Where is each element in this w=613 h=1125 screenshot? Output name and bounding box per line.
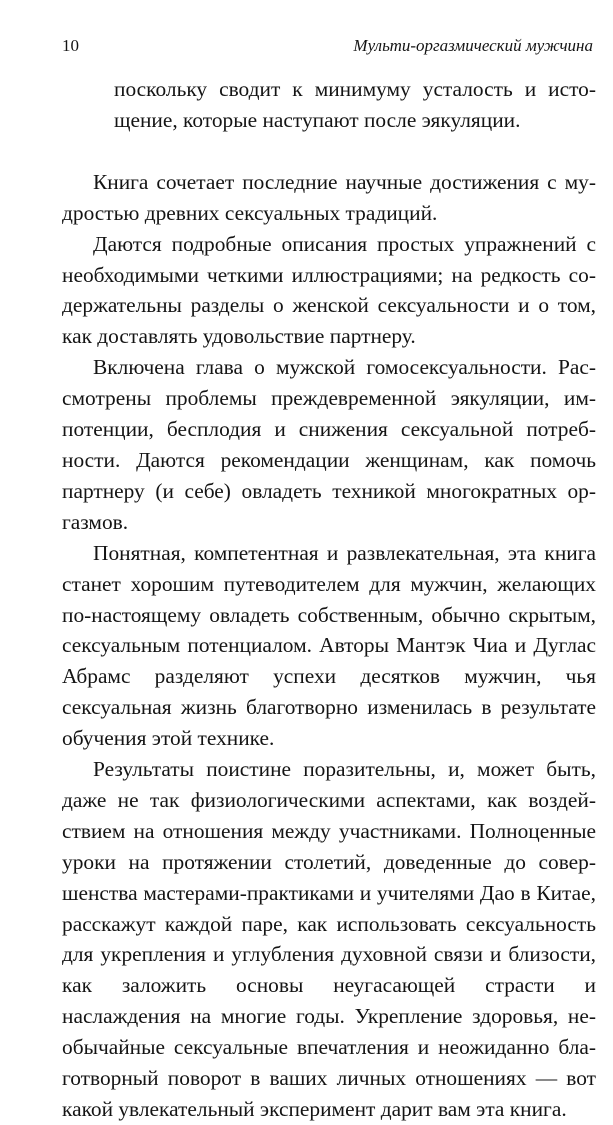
paragraph: Понятная, компетентная и развлекательная, эта книга станет хорошим путеводителем для мужчин, желающих по-настоящему овладеть собственным, обычно скрытым, сексуальным потенциалом. Авторы Мантэк Чиа и Дуглас Абрамс разделяют успехи десятков мужчин, чья сексуальная жизнь благотворно изменилась в результате обучения этой технике. — [62, 540, 596, 751]
page-number: 10 — [62, 36, 79, 55]
page-header — [62, 36, 593, 62]
paragraph: Книга сочетает последние научные достижения с мудростью древних сексуальных традиций. — [62, 169, 596, 225]
paragraph: Результаты поистине поразительны, и, может быть, даже не так физиологическими аспектами, как воздействием на отношения между участниками. Полноценные уроки на протяжении столетий, доведенные до совершенства мастерами-практиками и учителями Дао в Китае, расскажут каждой паре, как использовать сексуальность для укрепления и углубления духовной связи и близости, как заложить основы неугасающей страсти и наслаждения на многие годы. Укрепление здоровья, необычайные сексуальные впечатления и неожиданно благотворный поворот в ваших личных отношениях — вот какой увлекательный эксперимент дарит вам эта книга. — [62, 757, 596, 1121]
body-text — [62, 74, 596, 1125]
paragraph: Включена глава о мужской гомосексуальности. Рассмотрены проблемы преждевременной эякуляции, импотенции, бесплодия и снижения сексуальной потребности. Даются рекомендации женщинам, как помочь партнеру (и себе) овладеть техникой многократных оргазмов. — [62, 355, 596, 534]
running-title: Мульти-оргазмический мужчина — [353, 36, 593, 55]
paragraph: Даются подробные описания простых упражнений с необходимыми четкими иллюстрациями; на редкость содержательны разделы о женской сексуальности и о том, как доставлять удовольствие партнеру. — [62, 231, 596, 349]
paragraph-bullet-continuation: поскольку сводит к минимуму усталость и истощение, которые наступают после эякуляции. — [114, 77, 596, 132]
